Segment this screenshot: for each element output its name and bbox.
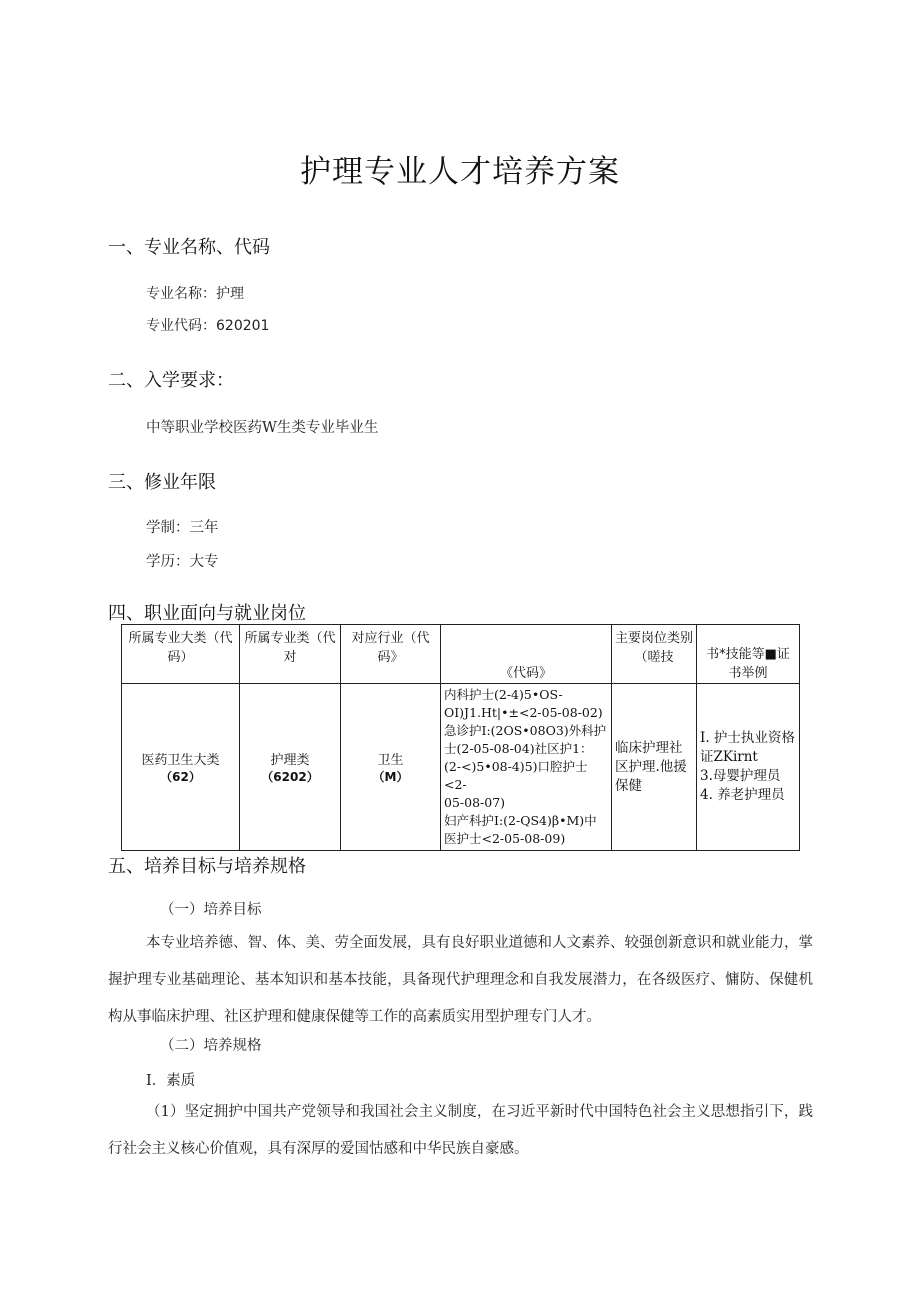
certificate-line: I. 护士执业资格证ZKirnt (700, 730, 795, 765)
post-category-text: 临床护理社区护理.他援保健 (615, 739, 687, 794)
occupation-line: 内科护士(2-4)5•OS- (444, 687, 563, 702)
major-category-code: （62） (160, 770, 201, 784)
subheading-spec: （二）培养规格 (160, 1038, 262, 1054)
cell-occupations (441, 684, 612, 851)
major-code-line: 专业代码：620201 (146, 318, 270, 334)
major-class-code: （6202） (261, 770, 319, 784)
admission-requirement: 中等职业学校医药W生类专业毕业生 (146, 420, 379, 436)
table-row (122, 684, 800, 851)
occupation-line: (2-<)5•08-4)5)口腔护士<2- (444, 759, 588, 792)
section-heading-major-name: 一、专业名称、代码 (108, 237, 270, 258)
section-heading-goals: 五、培养目标与培养规格 (108, 856, 306, 877)
header-occupation-code-text: 《代码》 (499, 666, 552, 681)
certificate-line: 4. 养老护理员 (700, 787, 785, 803)
quality-paragraph: （1）坚定拥护中国共产党领导和我国社会主义制度，在习近平新时代中国特色社会主义思想指引下，践行社会主义核心价值观，具有深厚的爱国怙感和中华民族自豪感。 (108, 1104, 813, 1157)
subheading-goal: （一）培养目标 (160, 902, 262, 918)
major-name-line: 专业名称：护理 (146, 286, 244, 302)
industry-name: 卫生 (377, 753, 404, 768)
occupation-line: 急诊护I:(2OS•08O3)外科护 (444, 723, 607, 738)
table-header-row (122, 625, 800, 684)
study-system: 学制：三年 (146, 520, 219, 536)
header-certificate (697, 625, 800, 684)
cell-industry (341, 684, 441, 851)
cell-major-category (122, 684, 240, 851)
header-post-category (612, 625, 697, 684)
major-class-name: 护理类 (270, 753, 310, 768)
item-quality: I．素质 (146, 1073, 196, 1089)
header-occupation-code (441, 625, 612, 684)
header-certificate-text: 书*技能等■证书举例 (706, 647, 790, 681)
section-heading-admission: 二、入学要求： (108, 370, 234, 391)
goal-paragraph: 本专业培养德、智、体、美、劳全面发展，具有良好职业道德和人文素养、较强创新意识和就业能力，掌握护理专业基础理论、基本知识和基本技能，具备现代护理理念和自我发展潜力，在各级医疗、慵防、保健机构从事临床护理、社区护理和健康保健等工作的高素质实用型护理专门人才。 (108, 935, 813, 1025)
occupation-line: 05-08-07) (444, 795, 506, 810)
header-major-category-text: 所属专业大类（代码） (128, 631, 233, 665)
header-major-class (240, 625, 341, 684)
occupation-line: 医护士<2-05-08-09) (444, 831, 566, 846)
employment-table (121, 624, 800, 851)
cell-post-category (612, 684, 697, 851)
section-heading-employment: 四、职业面向与就业岗位 (108, 603, 306, 624)
page-title: 护理专业人才培养方案 (300, 154, 620, 190)
occupation-line: 妇产科护I:(2-QS4)β•M)中 (444, 813, 597, 828)
header-major-category (122, 625, 240, 684)
section-heading-duration: 三、修业年限 (108, 472, 216, 493)
degree-level: 学历：大专 (146, 554, 219, 570)
cell-major-class (240, 684, 341, 851)
header-industry-text: 对应行业（代码》 (351, 631, 430, 665)
header-industry (341, 625, 441, 684)
certificate-line: 3.母婴护理员 (700, 768, 781, 784)
major-category-name: 医药卫生大类 (141, 753, 220, 768)
occupation-line: OI)J1.Ht|•±<2-05-08-02) (444, 705, 603, 720)
header-post-category-text: 主要岗位类别（嗟技 (615, 631, 694, 665)
header-major-class-text: 所属专业类（代对 (244, 631, 336, 665)
industry-code: （M） (372, 770, 409, 784)
cell-certificates (697, 684, 800, 851)
occupation-line: 士(2-05-08-04)社区护1： (444, 741, 593, 756)
